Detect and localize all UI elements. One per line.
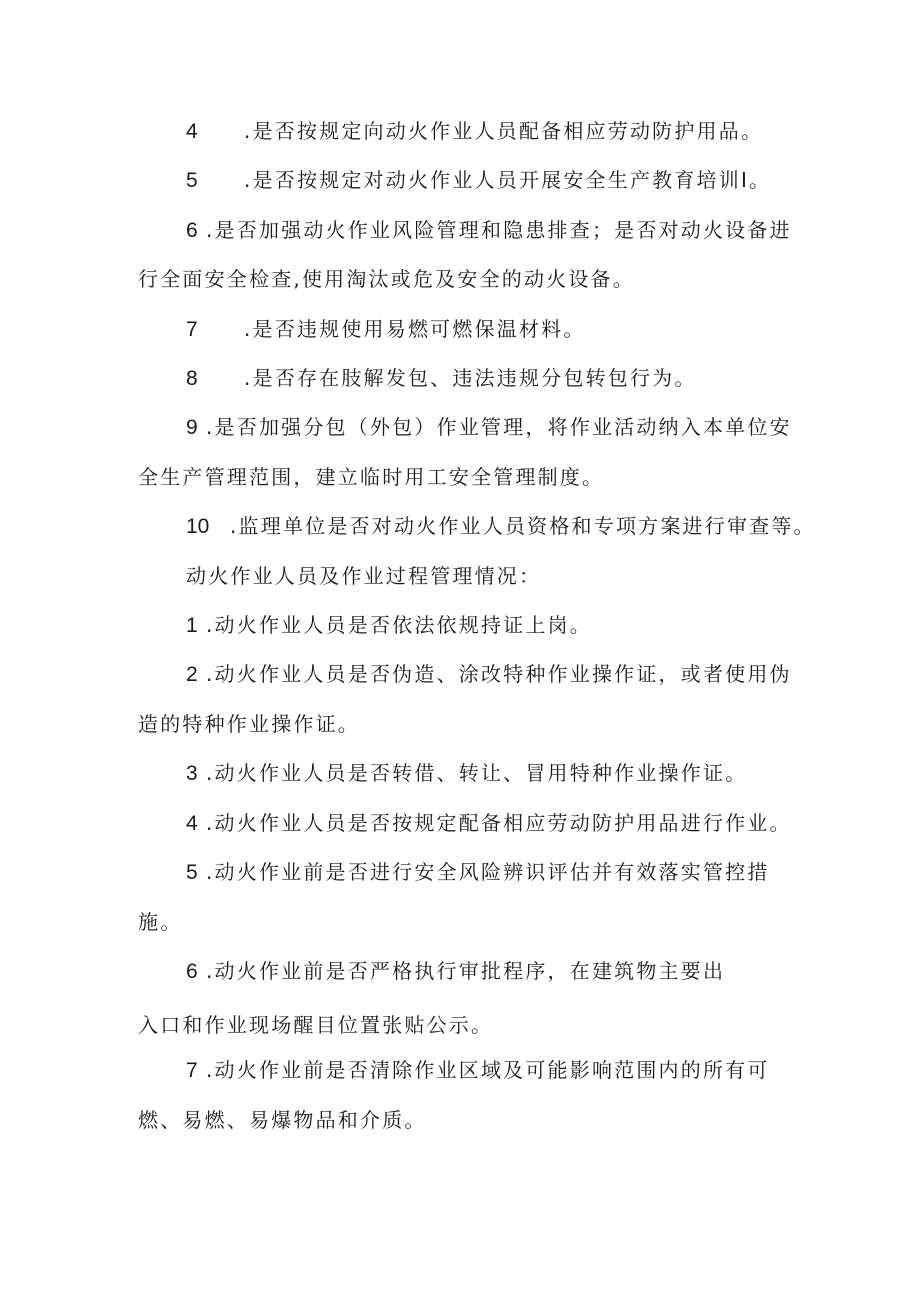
item-text: .是否加强分包（外包）作业管理，将作业活动纳入本单位安 <box>206 415 792 439</box>
list-item-continuation: 施。 <box>138 910 183 934</box>
item-number: 5 <box>186 169 198 192</box>
list-item <box>186 811 792 836</box>
item-number: 9 <box>186 416 198 439</box>
list-item-continuation: 行全面安全检查,使用淘汰或危及安全的动火设备。 <box>138 267 635 291</box>
item-text: .动火作业人员是否按规定配备相应劳动防护用品进行作业。 <box>206 811 792 835</box>
item-number: 7 <box>186 1059 198 1082</box>
item-number: 10 <box>186 515 210 538</box>
item-text: .动火作业前是否清除作业区域及可能影响范围内的所有可 <box>206 1058 770 1082</box>
item-number: 4 <box>186 812 198 835</box>
item-number: 3 <box>186 762 198 785</box>
list-item-continuation: 造的特种作业操作证。 <box>138 712 360 736</box>
list-item <box>186 761 747 786</box>
section-heading: 动火作业人员及作业过程管理情况： <box>186 564 542 588</box>
list-item <box>186 366 697 391</box>
list-item <box>186 1058 770 1083</box>
list-item <box>186 168 771 193</box>
list-item <box>186 415 792 440</box>
item-text: .监理单位是否对动火作业人员资格和专项方案进行审查等。 <box>230 514 816 538</box>
list-item <box>186 860 770 885</box>
item-number: 5 <box>186 861 198 884</box>
item-text: .是否违规使用易燃可燃保温材料。 <box>244 317 586 341</box>
list-item <box>186 514 816 539</box>
list-item <box>186 662 792 687</box>
item-number: 7 <box>186 318 198 341</box>
list-item-continuation: 入口和作业现场醒目位置张贴公示。 <box>138 1013 494 1037</box>
list-item <box>186 317 586 342</box>
list-item-continuation: 燃、易燃、易爆物品和介质。 <box>138 1108 427 1132</box>
item-number: 2 <box>186 663 198 686</box>
list-item <box>186 959 725 984</box>
item-text: .动火作业人员是否转借、转让、冒用特种作业操作证。 <box>206 761 748 785</box>
item-number: 1 <box>186 614 198 637</box>
item-number: 6 <box>186 219 198 242</box>
item-text: .动火作业前是否严格执行审批程序，在建筑物主要出 <box>206 959 726 983</box>
item-text: .动火作业人员是否伪造、涂改特种作业操作证，或者使用伪 <box>206 662 792 686</box>
item-text: .是否按规定对动火作业人员开展安全生产教育培训I。 <box>244 168 772 192</box>
item-text: .动火作业前是否进行安全风险辨识评估并有效落实管控措 <box>206 860 770 884</box>
item-text: .是否按规定向动火作业人员配备相应劳动防护用品。 <box>244 119 764 143</box>
list-item-continuation: 全生产管理范围，建立临时用工安全管理制度。 <box>138 465 605 489</box>
item-text: .是否存在肢解发包、违法违规分包转包行为。 <box>244 366 697 390</box>
item-text: .动火作业人员是否依法依规持证上岗。 <box>206 613 592 637</box>
list-item <box>186 613 592 638</box>
list-item <box>186 218 792 243</box>
item-number: 4 <box>186 120 198 143</box>
item-text: .是否加强动火作业风险管理和隐患排查；是否对动火设备进 <box>206 218 792 242</box>
list-item <box>186 119 763 144</box>
item-number: 8 <box>186 367 198 390</box>
item-number: 6 <box>186 960 198 983</box>
